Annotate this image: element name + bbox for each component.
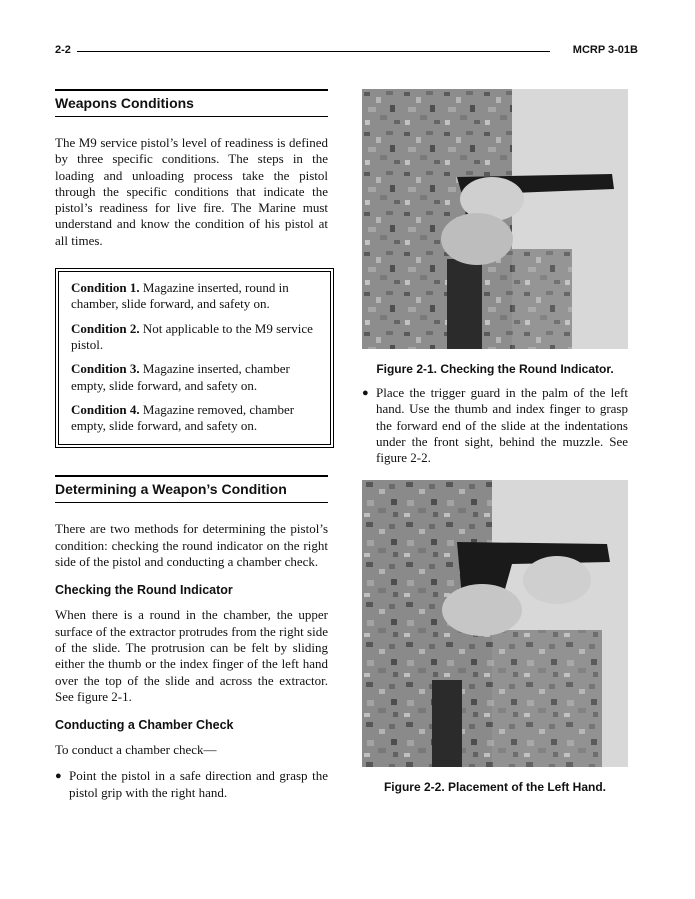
document-id: MCRP 3-01B [572,44,638,56]
right-column [362,89,628,794]
header-rule [77,51,550,52]
left-column [55,89,328,801]
weapons-conditions-intro: The M9 service pistol’s level of readiness is defined by three specific conditions. The steps in the loading and unloading process take the pistol through the specific conditions that indicate the pistol’s readiness for live fire. The Marine must understand and know the condition of his pistol at all times. [55,135,328,248]
figure-2-1-photo [362,89,628,349]
section-title-determining-condition: Determining a Weapon’s Condition [55,475,328,503]
conditions-box [55,268,334,448]
condition-item: Condition 1. Magazine inserted, round in chamber, slide forward, and safety on. [71,280,289,312]
determining-condition-intro: There are two methods for determining the pistol’s condition: checking the round indicator on the right side of the pistol and conducting a chamber check. [55,521,328,570]
subsection-title-round-indicator: Checking the Round Indicator [55,583,233,598]
subsection-title-chamber-check: Conducting a Chamber Check [55,718,234,733]
condition-item: Condition 2. Not applicable to the M9 service pistol. [71,320,313,352]
chamber-check-intro: To conduct a chamber check— [55,742,217,758]
bullet-item: ● Point the pistol in a safe direction and grasp the pistol grip with the right hand. [55,768,328,800]
page-number: 2-2 [55,44,71,56]
page-header [55,44,638,60]
figure-2-1-caption: Figure 2-1. Checking the Round Indicator. [376,362,614,376]
bullet-icon: ● [55,770,62,783]
figure-2-2-photo [362,480,628,767]
bullet-item: ● Place the trigger guard in the palm of the left hand. Use the thumb and index finger to grasp the forward end of the slide at the indentations under the front sight, behind the muzzle. See figure 2-2. [362,385,628,466]
figure-2-2-caption: Figure 2-2. Placement of the Left Hand. [383,780,607,795]
condition-item: Condition 3. Magazine inserted, chamber empty, slide forward, and safety on. [71,361,290,393]
round-indicator-text: When there is a round in the chamber, the upper surface of the extractor protrudes from the right side of the slide. The protrusion can be felt by sliding either the thumb or the index finger of the left hand over the top of the slide and across the extractor. See figure 2-1. [55,607,328,704]
condition-item: Condition 4. Magazine removed, chamber empty, slide forward, and safety on. [71,401,295,434]
bullet-icon: ● [362,387,369,399]
section-title-weapons-conditions: Weapons Conditions [55,89,328,117]
